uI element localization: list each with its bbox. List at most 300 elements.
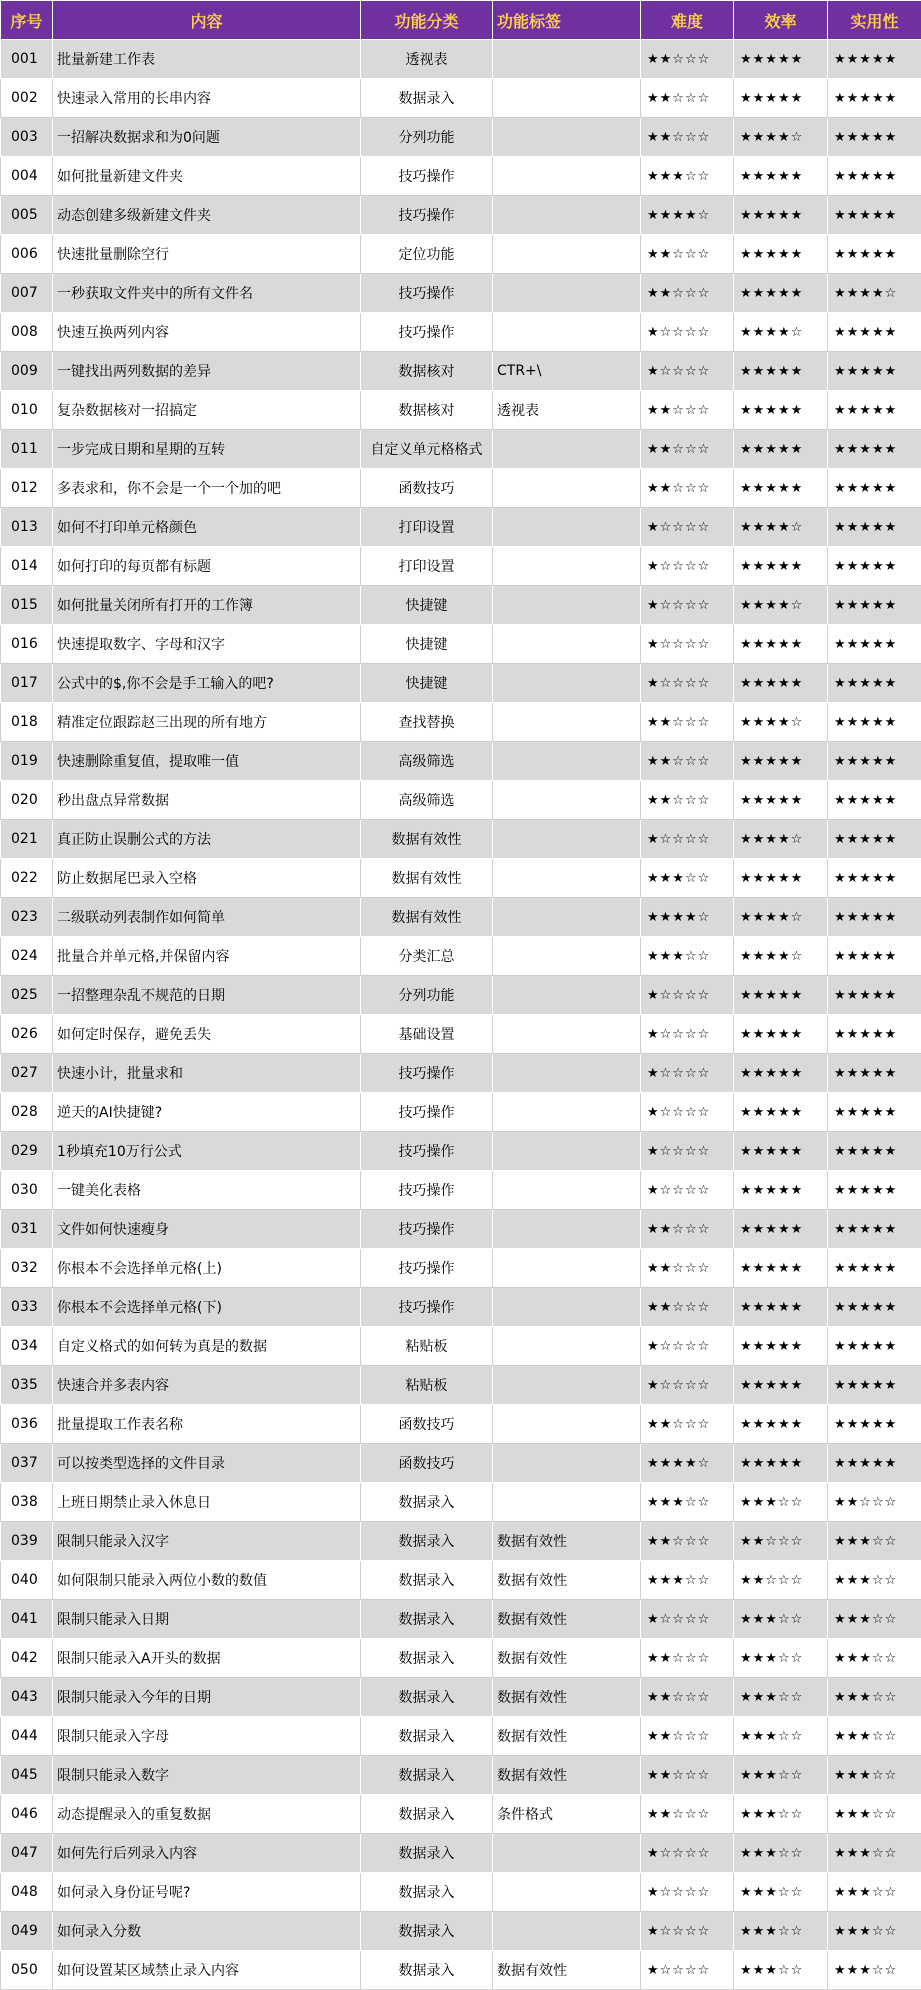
rating-practicality: ★★★★★ [828,586,921,625]
cell-content: 自定义格式的如何转为真是的数据 [53,1327,361,1366]
cell-category: 基础设置 [361,1015,493,1054]
cell-tag [493,508,641,547]
cell-content: 防止数据尾巴录入空格 [53,859,361,898]
cell-tag [493,1912,641,1951]
cell-content: 如何批量新建文件夹 [53,157,361,196]
rating-practicality: ★★★★★ [828,859,921,898]
cell-content: 如何不打印单元格颜色 [53,508,361,547]
cell-tag [493,430,641,469]
cell-tag [493,313,641,352]
cell-category: 透视表 [361,40,493,79]
cell-tag [493,1405,641,1444]
cell-category: 技巧操作 [361,157,493,196]
cell-category: 快捷键 [361,625,493,664]
rating-practicality: ★★★★★ [828,1054,921,1093]
cell-id: 018 [1,703,53,742]
cell-category: 粘贴板 [361,1366,493,1405]
cell-content: 限制只能录入字母 [53,1717,361,1756]
table-row [1,1327,921,1366]
cell-content: 如何先行后列录入内容 [53,1834,361,1873]
table-row [1,1717,921,1756]
cell-id: 048 [1,1873,53,1912]
rating-efficiency: ★★★☆☆ [734,1912,828,1951]
cell-tag [493,1444,641,1483]
cell-tag [493,1093,641,1132]
cell-tag [493,196,641,235]
cell-category: 分类汇总 [361,937,493,976]
cell-tag [493,79,641,118]
cell-category: 数据录入 [361,1600,493,1639]
cell-content: 上班日期禁止录入休息日 [53,1483,361,1522]
rating-efficiency: ★★★☆☆ [734,1717,828,1756]
cell-tag [493,1873,641,1912]
table-row [1,1561,921,1600]
table-row [1,508,921,547]
cell-id: 041 [1,1600,53,1639]
rating-difficulty: ★★★★☆ [641,1444,734,1483]
cell-category: 打印设置 [361,547,493,586]
cell-category: 数据录入 [361,1873,493,1912]
cell-tag: 数据有效性 [493,1951,641,1990]
cell-category: 数据录入 [361,1483,493,1522]
cell-content: 快速删除重复值，提取唯一值 [53,742,361,781]
cell-content: 一步完成日期和星期的互转 [53,430,361,469]
rating-difficulty: ★☆☆☆☆ [641,352,734,391]
rating-practicality: ★★★☆☆ [828,1756,921,1795]
rating-efficiency: ★★★★★ [734,547,828,586]
cell-id: 029 [1,1132,53,1171]
cell-content: 快速提取数字、字母和汉字 [53,625,361,664]
rating-difficulty: ★★★☆☆ [641,1561,734,1600]
cell-category: 技巧操作 [361,313,493,352]
rating-efficiency: ★★★★★ [734,781,828,820]
rating-efficiency: ★★★★★ [734,352,828,391]
rating-practicality: ★★★★★ [828,1249,921,1288]
cell-tag [493,157,641,196]
rating-efficiency: ★★★★★ [734,79,828,118]
rating-difficulty: ★☆☆☆☆ [641,1912,734,1951]
rating-practicality: ★★★★★ [828,1015,921,1054]
cell-id: 034 [1,1327,53,1366]
cell-content: 快速批量删除空行 [53,235,361,274]
rating-practicality: ★★★★★ [828,118,921,157]
cell-tag [493,586,641,625]
rating-practicality: ★★★☆☆ [828,1561,921,1600]
rating-difficulty: ★☆☆☆☆ [641,1366,734,1405]
rating-efficiency: ★★★★☆ [734,313,828,352]
cell-id: 027 [1,1054,53,1093]
cell-id: 010 [1,391,53,430]
cell-content: 动态提醒录入的重复数据 [53,1795,361,1834]
rating-difficulty: ★★☆☆☆ [641,1717,734,1756]
cell-category: 数据录入 [361,1639,493,1678]
cell-content: 一招解决数据求和为0问题 [53,118,361,157]
cell-tag [493,859,641,898]
cell-category: 数据录入 [361,1717,493,1756]
table-row [1,1522,921,1561]
rating-efficiency: ★★☆☆☆ [734,1522,828,1561]
cell-id: 039 [1,1522,53,1561]
rating-practicality: ★★★★☆ [828,274,921,313]
cell-category: 技巧操作 [361,1093,493,1132]
cell-category: 分列功能 [361,118,493,157]
table-row [1,547,921,586]
cell-category: 函数技巧 [361,1405,493,1444]
cell-tag [493,1249,641,1288]
rating-efficiency: ★★★★★ [734,1249,828,1288]
rating-practicality: ★★★☆☆ [828,1873,921,1912]
table-row [1,820,921,859]
rating-efficiency: ★★★★★ [734,1054,828,1093]
cell-content: 二级联动列表制作如何简单 [53,898,361,937]
rating-efficiency: ★★★☆☆ [734,1834,828,1873]
cell-tag [493,976,641,1015]
rating-efficiency: ★★★★★ [734,430,828,469]
cell-id: 002 [1,79,53,118]
table-row [1,625,921,664]
table-row [1,274,921,313]
table-row [1,664,921,703]
table-row [1,898,921,937]
rating-practicality: ★★★★★ [828,547,921,586]
cell-content: 限制只能录入A开头的数据 [53,1639,361,1678]
rating-practicality: ★★★☆☆ [828,1522,921,1561]
cell-id: 008 [1,313,53,352]
rating-practicality: ★★★★★ [828,820,921,859]
table-row [1,1912,921,1951]
cell-id: 006 [1,235,53,274]
cell-category: 数据录入 [361,1756,493,1795]
table-row [1,352,921,391]
rating-efficiency: ★★★☆☆ [734,1756,828,1795]
cell-tag [493,1132,641,1171]
rating-practicality: ★★★★★ [828,664,921,703]
rating-difficulty: ★★☆☆☆ [641,430,734,469]
cell-id: 035 [1,1366,53,1405]
table-row [1,703,921,742]
header-efficiency: 效率 [734,1,828,40]
table-row [1,1132,921,1171]
rating-difficulty: ★★☆☆☆ [641,118,734,157]
cell-id: 044 [1,1717,53,1756]
rating-difficulty: ★★☆☆☆ [641,1522,734,1561]
rating-efficiency: ★★★★★ [734,1366,828,1405]
cell-id: 046 [1,1795,53,1834]
header-id: 序号 [1,1,53,40]
cell-category: 快捷键 [361,586,493,625]
rating-difficulty: ★★☆☆☆ [641,40,734,79]
table-row [1,391,921,430]
rating-efficiency: ★★☆☆☆ [734,1561,828,1600]
header-content: 内容 [53,1,361,40]
rating-practicality: ★★★★★ [828,976,921,1015]
cell-tag [493,1834,641,1873]
cell-category: 定位功能 [361,235,493,274]
table-row [1,1639,921,1678]
rating-difficulty: ★☆☆☆☆ [641,1600,734,1639]
rating-efficiency: ★★★★★ [734,1171,828,1210]
rating-difficulty: ★★★☆☆ [641,859,734,898]
table-row [1,1834,921,1873]
table-row [1,313,921,352]
cell-tag [493,1366,641,1405]
rating-practicality: ★★★☆☆ [828,1834,921,1873]
rating-difficulty: ★☆☆☆☆ [641,547,734,586]
cell-category: 数据录入 [361,1795,493,1834]
cell-category: 分列功能 [361,976,493,1015]
rating-difficulty: ★★☆☆☆ [641,742,734,781]
cell-id: 025 [1,976,53,1015]
cell-tag: 数据有效性 [493,1639,641,1678]
cell-content: 快速小计，批量求和 [53,1054,361,1093]
rating-efficiency: ★★★★☆ [734,118,828,157]
rating-efficiency: ★★★★☆ [734,820,828,859]
rating-efficiency: ★★★★★ [734,40,828,79]
rating-practicality: ★★★☆☆ [828,1951,921,1990]
cell-category: 快捷键 [361,664,493,703]
cell-tag [493,547,641,586]
rating-practicality: ★★★★★ [828,235,921,274]
rating-efficiency: ★★★★★ [734,235,828,274]
rating-difficulty: ★☆☆☆☆ [641,1873,734,1912]
cell-tag [493,781,641,820]
rating-efficiency: ★★★★★ [734,157,828,196]
cell-id: 023 [1,898,53,937]
rating-efficiency: ★★★★★ [734,1444,828,1483]
cell-category: 自定义单元格格式 [361,430,493,469]
cell-content: 快速合并多表内容 [53,1366,361,1405]
cell-category: 技巧操作 [361,196,493,235]
cell-content: 批量合并单元格,并保留内容 [53,937,361,976]
rating-difficulty: ★★☆☆☆ [641,1288,734,1327]
rating-difficulty: ★☆☆☆☆ [641,313,734,352]
cell-content: 多表求和，你不会是一个一个加的吧 [53,469,361,508]
rating-difficulty: ★★☆☆☆ [641,1210,734,1249]
rating-efficiency: ★★★★★ [734,1015,828,1054]
cell-id: 037 [1,1444,53,1483]
rating-difficulty: ★★☆☆☆ [641,235,734,274]
rating-difficulty: ★★☆☆☆ [641,1639,734,1678]
cell-tag [493,625,641,664]
rating-efficiency: ★★★★★ [734,625,828,664]
table-row [1,1600,921,1639]
table-row [1,1015,921,1054]
rating-practicality: ★★★★★ [828,937,921,976]
rating-practicality: ★★★★★ [828,898,921,937]
cell-tag: 数据有效性 [493,1756,641,1795]
rating-efficiency: ★★★★★ [734,664,828,703]
cell-category: 数据录入 [361,79,493,118]
rating-practicality: ★★★★★ [828,1444,921,1483]
rating-practicality: ★★★★★ [828,1366,921,1405]
table-row [1,1249,921,1288]
cell-category: 技巧操作 [361,1210,493,1249]
cell-content: 你根本不会选择单元格(下) [53,1288,361,1327]
rating-difficulty: ★☆☆☆☆ [641,508,734,547]
cell-id: 030 [1,1171,53,1210]
rating-difficulty: ★☆☆☆☆ [641,664,734,703]
cell-id: 019 [1,742,53,781]
cell-category: 数据录入 [361,1912,493,1951]
cell-content: 1秒填充10万行公式 [53,1132,361,1171]
rating-practicality: ★★★★★ [828,79,921,118]
cell-content: 一键美化表格 [53,1171,361,1210]
rating-practicality: ★★★★★ [828,625,921,664]
cell-content: 秒出盘点异常数据 [53,781,361,820]
rating-practicality: ★★★★★ [828,430,921,469]
cell-tag: 透视表 [493,391,641,430]
table-row [1,1756,921,1795]
table-row [1,976,921,1015]
rating-difficulty: ★☆☆☆☆ [641,976,734,1015]
rating-efficiency: ★★★★☆ [734,586,828,625]
cell-content: 如何定时保存，避免丢失 [53,1015,361,1054]
cell-tag: 数据有效性 [493,1561,641,1600]
table-row [1,157,921,196]
rating-difficulty: ★☆☆☆☆ [641,1054,734,1093]
rating-practicality: ★★★★★ [828,196,921,235]
rating-practicality: ★★★★★ [828,508,921,547]
rating-practicality: ★★★★★ [828,1171,921,1210]
rating-difficulty: ★★☆☆☆ [641,79,734,118]
cell-category: 数据录入 [361,1522,493,1561]
rating-practicality: ★★★★★ [828,1288,921,1327]
rating-difficulty: ★★☆☆☆ [641,1756,734,1795]
cell-id: 021 [1,820,53,859]
rating-practicality: ★★★★★ [828,781,921,820]
table-row [1,1366,921,1405]
header-category: 功能分类 [361,1,493,40]
rating-efficiency: ★★★☆☆ [734,1483,828,1522]
cell-content: 如何录入身份证号呢? [53,1873,361,1912]
cell-content: 限制只能录入今年的日期 [53,1678,361,1717]
rating-difficulty: ★☆☆☆☆ [641,1015,734,1054]
cell-category: 技巧操作 [361,1054,493,1093]
table-row [1,40,921,79]
rating-practicality: ★★★☆☆ [828,1600,921,1639]
rating-difficulty: ★☆☆☆☆ [641,586,734,625]
cell-id: 012 [1,469,53,508]
cell-id: 005 [1,196,53,235]
cell-category: 数据录入 [361,1561,493,1600]
cell-content: 批量新建工作表 [53,40,361,79]
cell-tag [493,1171,641,1210]
rating-efficiency: ★★★★★ [734,976,828,1015]
rating-efficiency: ★★★☆☆ [734,1951,828,1990]
cell-id: 032 [1,1249,53,1288]
cell-content: 复杂数据核对一招搞定 [53,391,361,430]
cell-content: 真正防止误删公式的方法 [53,820,361,859]
cell-content: 一秒获取文件夹中的所有文件名 [53,274,361,313]
rating-difficulty: ★★★★☆ [641,898,734,937]
table-row [1,1054,921,1093]
cell-content: 一招整理杂乱不规范的日期 [53,976,361,1015]
cell-id: 026 [1,1015,53,1054]
rating-difficulty: ★☆☆☆☆ [641,1327,734,1366]
cell-content: 如何限制只能录入两位小数的数值 [53,1561,361,1600]
cell-tag: CTR+\ [493,352,641,391]
table-row [1,79,921,118]
cell-content: 文件如何快速瘦身 [53,1210,361,1249]
cell-id: 020 [1,781,53,820]
cell-category: 高级筛选 [361,742,493,781]
rating-difficulty: ★☆☆☆☆ [641,1171,734,1210]
cell-content: 精准定位跟踪赵三出现的所有地方 [53,703,361,742]
rating-difficulty: ★★☆☆☆ [641,1795,734,1834]
rating-difficulty: ★★☆☆☆ [641,274,734,313]
cell-content: 公式中的$,你不会是手工输入的吧? [53,664,361,703]
cell-tag [493,1210,641,1249]
cell-content: 动态创建多级新建文件夹 [53,196,361,235]
table-row [1,1405,921,1444]
cell-tag [493,703,641,742]
cell-category: 数据录入 [361,1678,493,1717]
cell-content: 快速录入常用的长串内容 [53,79,361,118]
cell-tag [493,1054,641,1093]
rating-difficulty: ★★☆☆☆ [641,391,734,430]
cell-category: 粘贴板 [361,1327,493,1366]
rating-efficiency: ★★★☆☆ [734,1795,828,1834]
cell-id: 001 [1,40,53,79]
cell-id: 007 [1,274,53,313]
rating-difficulty: ★★★☆☆ [641,1483,734,1522]
rating-efficiency: ★★★★★ [734,1288,828,1327]
cell-id: 028 [1,1093,53,1132]
rating-efficiency: ★★★☆☆ [734,1678,828,1717]
cell-id: 031 [1,1210,53,1249]
table-row [1,1873,921,1912]
rating-difficulty: ★☆☆☆☆ [641,1093,734,1132]
cell-tag [493,235,641,274]
rating-practicality: ★★★★★ [828,742,921,781]
rating-efficiency: ★★★★★ [734,391,828,430]
cell-tag [493,742,641,781]
rating-efficiency: ★★★★☆ [734,937,828,976]
cell-id: 014 [1,547,53,586]
rating-efficiency: ★★★★★ [734,274,828,313]
cell-category: 函数技巧 [361,469,493,508]
table-row [1,118,921,157]
table-row [1,1678,921,1717]
header-tag: 功能标签 [493,1,641,40]
cell-tag [493,118,641,157]
table-row [1,1444,921,1483]
rating-difficulty: ★☆☆☆☆ [641,1834,734,1873]
cell-id: 017 [1,664,53,703]
rating-efficiency: ★★★★☆ [734,898,828,937]
rating-difficulty: ★★☆☆☆ [641,469,734,508]
rating-efficiency: ★★★★★ [734,196,828,235]
rating-practicality: ★★★☆☆ [828,1678,921,1717]
rating-efficiency: ★★★★★ [734,742,828,781]
cell-tag: 数据有效性 [493,1678,641,1717]
rating-practicality: ★★★★★ [828,469,921,508]
cell-content: 如何设置某区域禁止录入内容 [53,1951,361,1990]
rating-difficulty: ★★☆☆☆ [641,781,734,820]
table-row [1,235,921,274]
table-body [1,40,921,1990]
rating-practicality: ★★★☆☆ [828,1639,921,1678]
table-row [1,937,921,976]
rating-efficiency: ★★★★★ [734,1093,828,1132]
cell-category: 数据有效性 [361,820,493,859]
cell-content: 批量提取工作表名称 [53,1405,361,1444]
cell-category: 查找替换 [361,703,493,742]
table-row [1,1210,921,1249]
cell-tag: 数据有效性 [493,1717,641,1756]
rating-difficulty: ★★☆☆☆ [641,703,734,742]
cell-category: 数据核对 [361,352,493,391]
